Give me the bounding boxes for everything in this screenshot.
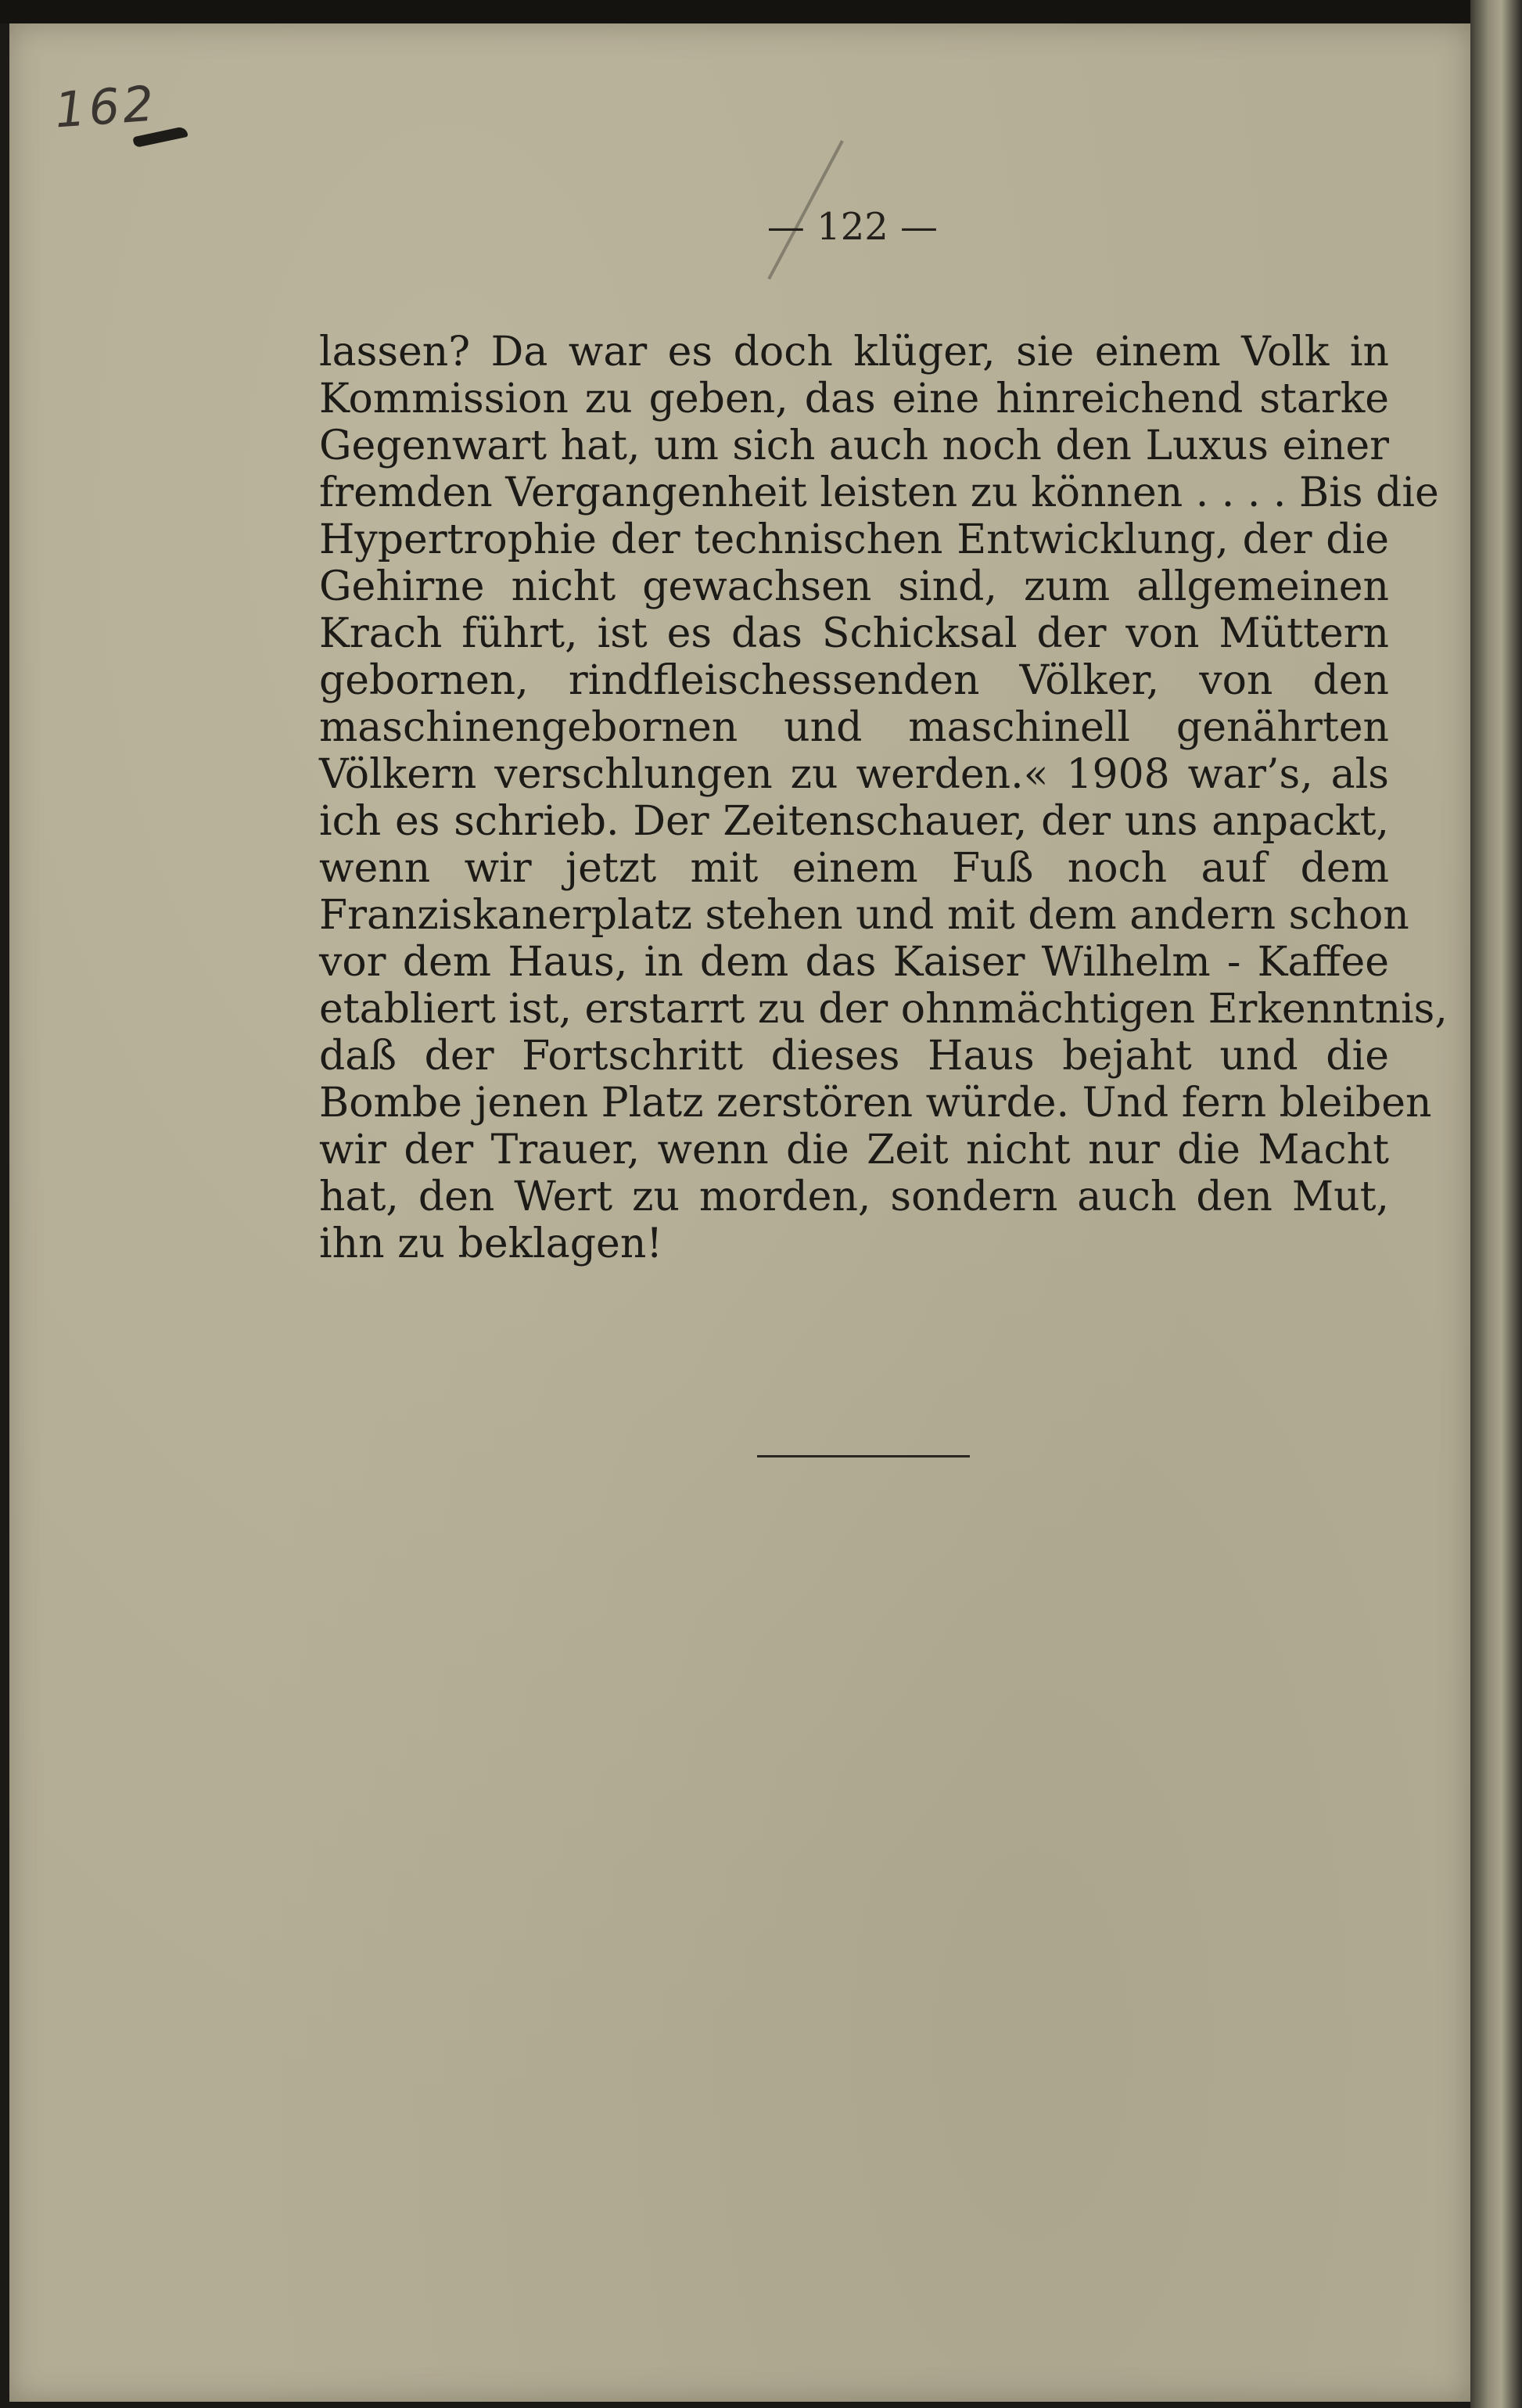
section-end-rule	[757, 1455, 970, 1457]
text-line: Kommission zu geben, das eine hinreichend starke	[319, 376, 1389, 422]
text-line: fremden Vergangenheit leisten zu können . . . . Bis die	[319, 469, 1439, 516]
body-paragraph	[319, 329, 1448, 1267]
text-line: wenn wir jetzt mit einem Fuß noch auf dem	[319, 845, 1389, 892]
text-line: Bombe jenen Platz zerstören würde. Und fern bleiben	[319, 1080, 1432, 1127]
text-line: wir der Trauer, wenn die Zeit nicht nur die Macht	[319, 1127, 1389, 1173]
text-line: vor dem Haus, in dem das Kaiser Wilhelm - Kaffee	[319, 939, 1389, 986]
text-line: Franziskanerplatz stehen und mit dem andern schon	[319, 892, 1409, 939]
text-line: lassen? Da war es doch klüger, sie einem Volk in	[319, 329, 1389, 376]
text-line: daß der Fortschritt dieses Haus bejaht und die	[319, 1033, 1389, 1080]
scan-border-top	[0, 0, 1522, 23]
text-line: Gegenwart hat, um sich auch noch den Luxus einer	[319, 422, 1389, 469]
text-line: maschinengebornen und maschinell genährten	[319, 704, 1389, 751]
handwritten-page-annotation: 162	[52, 74, 159, 139]
scan-border-right	[1470, 0, 1522, 2408]
text-line: Gehirne nicht gewachsen sind, zum allgemeinen	[319, 563, 1389, 610]
text-line: etabliert ist, erstarrt zu der ohnmächtigen Erkenntnis,	[319, 986, 1448, 1033]
page-number: — 122 —	[766, 205, 939, 249]
text-line: Krach führt, ist es das Schicksal der von Müttern	[319, 610, 1389, 657]
text-line: hat, den Wert zu morden, sondern auch den Mut,	[319, 1173, 1389, 1220]
text-line: ich es schrieb. Der Zeitenschauer, der uns anpackt,	[319, 798, 1389, 845]
text-line: gebornen, rindfleischessenden Völker, von den	[319, 657, 1389, 704]
text-line: Völkern verschlungen zu werden.« 1908 war’s, als	[319, 751, 1389, 798]
text-line: ihn zu beklagen!	[319, 1220, 663, 1267]
text-line: Hypertrophie der technischen Entwicklung, der die	[319, 516, 1389, 563]
